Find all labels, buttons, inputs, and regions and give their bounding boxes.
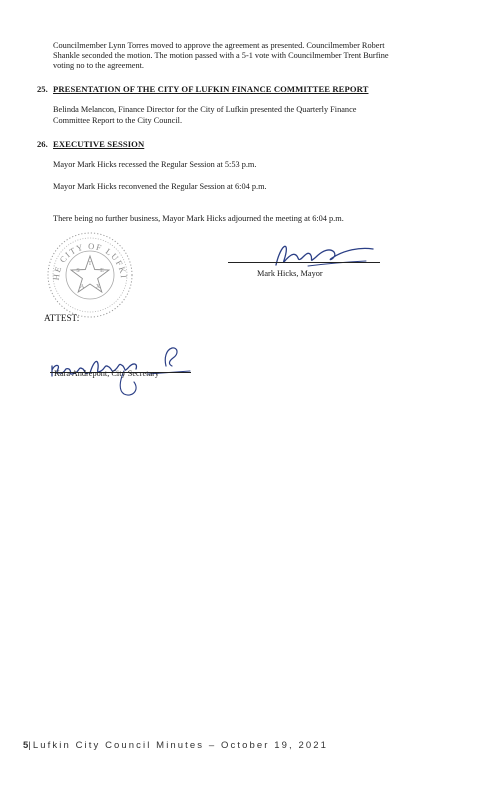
footer-text: Lufkin City Council Minutes – October 19, 2021: [32, 740, 329, 751]
svg-text:THE CITY OF LUFKIN: [41, 222, 129, 281]
seal-letter-a: A: [79, 284, 85, 290]
section-number: 26.: [37, 139, 48, 149]
section-number: 25.: [37, 84, 48, 94]
seal-letter-t: T: [88, 261, 92, 267]
text-line: Belinda Melancon, Finance Director for the City of Lufkin presented the Quarterly Finance: [53, 105, 357, 114]
section-heading: EXECUTIVE SESSION: [53, 139, 145, 149]
text-line: Committee Report to the City Council.: [53, 116, 183, 125]
mayor-name-label: Mark Hicks, Mayor: [257, 269, 323, 278]
mayor-signature-line: [228, 262, 380, 263]
footer-separator: |: [28, 740, 33, 751]
text-line: Shankle seconded the motion. The motion passed with a 5-1 vote with Councilmember Trent Burfine: [53, 51, 389, 60]
text-line: Mayor Mark Hicks reconvened the Regular Session at 6:04 p.m.: [53, 182, 267, 191]
secretary-name-label: Kara Andrepont, City Secretary: [54, 369, 160, 378]
page-number: 5: [23, 740, 29, 751]
city-seal: [41, 222, 135, 320]
seal-letter-e: E: [100, 268, 104, 274]
section-heading: PRESENTATION OF THE CITY OF LUFKIN FINANCE COMMITTEE REPORT: [53, 84, 369, 94]
text-line: voting no to the agreement.: [53, 61, 145, 70]
adjournment-text: There being no further business, Mayor Mark Hicks adjourned the meeting at 6:04 p.m.: [53, 214, 344, 223]
seal-text: THE CITY OF LUFKIN: [41, 222, 130, 281]
attest-label: ATTEST:: [44, 313, 80, 323]
text-line: Councilmember Lynn Torres moved to approve the agreement as presented. Councilmember Robert: [53, 41, 385, 50]
seal-letter-x: X: [95, 284, 101, 290]
seal-letter-s: S: [76, 268, 80, 274]
text-line: Mayor Mark Hicks recessed the Regular Session at 5:53 p.m.: [53, 160, 257, 169]
page-footer: [23, 740, 328, 751]
